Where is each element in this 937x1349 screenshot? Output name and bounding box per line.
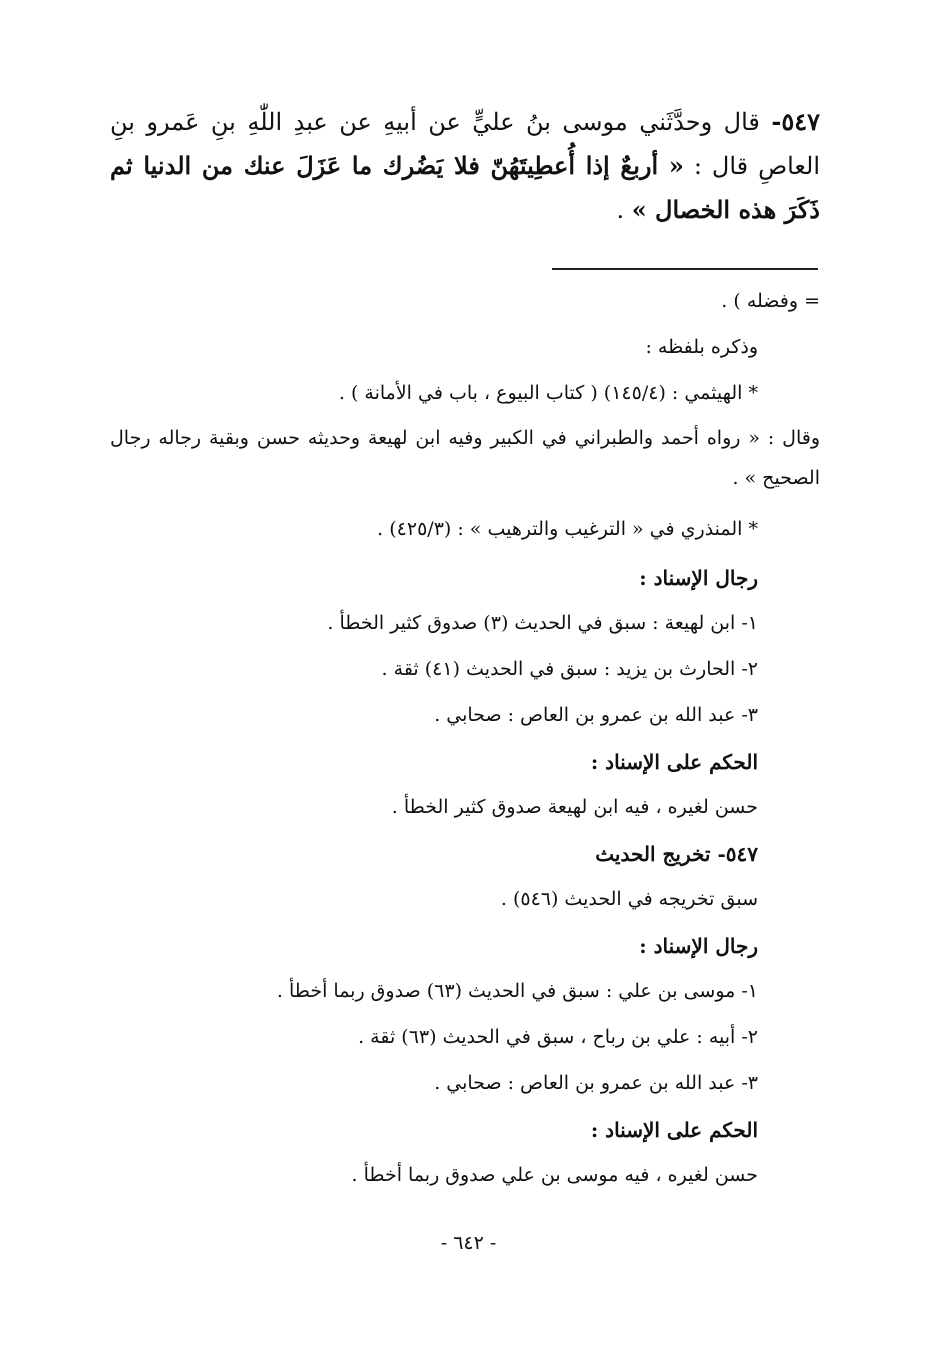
rijal-1-item-3: ٣- عبد الله بن عمرو بن العاص : صحابي . bbox=[434, 704, 758, 726]
page-number: - ٦٤٢ - bbox=[440, 1232, 497, 1254]
hukm-2-text: حسن لغيره ، فيه موسى بن علي صدوق ربما أخطأ . bbox=[351, 1164, 758, 1186]
note-dhakarahu: وذكره بلفظه : bbox=[645, 336, 758, 358]
rijal-1-item-2: ٢- الحارث بن يزيد : سبق في الحديث (٤١) ثقة . bbox=[381, 658, 758, 680]
rijal-2-item-1: ١- موسى بن علي : سبق في الحديث (٦٣) صدوق ربما أخطأ . bbox=[276, 980, 758, 1002]
rijal-heading-2: رجال الإسناد : bbox=[639, 934, 758, 958]
hadith-intro: قال وحدَّثَني موسى بنُ عليٍّ عن أبيهِ عن عبدِ اللّٰهِ بنِ عَمرو بنِ العاصِ قال : bbox=[110, 108, 820, 180]
hadith-end: . bbox=[616, 196, 632, 224]
rijal-heading-1: رجال الإسناد : bbox=[639, 566, 758, 590]
rijal-2-item-2: ٢- أبيه : علي بن رباح ، سبق في الحديث (٦٣) ثقة . bbox=[358, 1026, 758, 1048]
rijal-1-item-1: ١- ابن لهيعة : سبق في الحديث (٣) صدوق كثير الخطأ . bbox=[327, 612, 758, 634]
note-continuation: = وفضله ) . bbox=[721, 290, 820, 312]
takhrij-heading: ٥٤٧- تخريج الحديث bbox=[595, 842, 758, 866]
note-qala: وقال : « رواه أحمد والطبراني في الكبير وفيه ابن لهيعة وحديثه حسن وبقية رجاله رجال الصحيح » . bbox=[110, 427, 820, 489]
hukm-1-text: حسن لغيره ، فيه ابن لهيعة صدوق كثير الخطأ . bbox=[391, 796, 758, 818]
takhrij-text: سبق تخريجه في الحديث (٥٤٦) . bbox=[500, 888, 758, 910]
hadith-text bbox=[110, 100, 820, 232]
hukm-heading-1: الحكم على الإسناد : bbox=[590, 750, 758, 774]
note-mundhiri: * المنذري في « الترغيب والترهيب » : (٤٢٥/٣) . bbox=[377, 518, 758, 540]
hukm-heading-2: الحكم على الإسناد : bbox=[590, 1118, 758, 1142]
rijal-2-item-3: ٣- عبد الله بن عمرو بن العاص : صحابي . bbox=[434, 1072, 758, 1094]
hadith-matn: « أربعٌ إذا أُعطِيتَهُنّ فلا يَضُرك ما عَزَلَ عنك من الدنيا ثم ذَكَرَ هذه الخصال » bbox=[110, 151, 820, 224]
hadith-number: ٥٤٧- bbox=[771, 107, 820, 136]
footnote-separator bbox=[552, 268, 818, 270]
note-haythami: * الهيثمي : (١٤٥/٤) ( كتاب البيوع ، باب في الأمانة ) . bbox=[338, 382, 758, 404]
